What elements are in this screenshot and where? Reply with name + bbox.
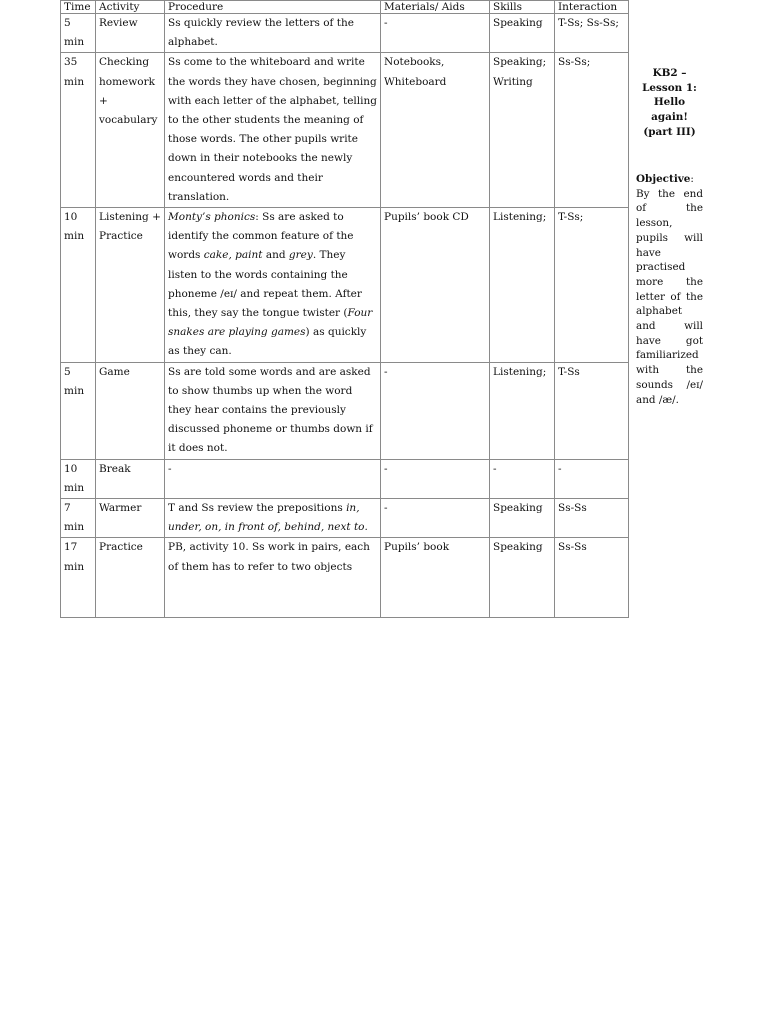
- procedure-text: T and Ss review the prepositions: [168, 502, 347, 515]
- cell-activity: Checking homework + vocabulary: [96, 53, 165, 208]
- cell-materials: -: [381, 459, 490, 498]
- cell-procedure: [165, 538, 381, 618]
- cell-procedure: [165, 499, 381, 538]
- cell-skills: Speaking: [490, 538, 555, 618]
- cell-materials: -: [381, 14, 490, 53]
- procedure-text: ) as quickly as they can.: [168, 326, 367, 358]
- procedure-text: . They listen to the words containing the phoneme /eɪ/ and repeat them. After this, they say the tongue twister (: [168, 249, 362, 320]
- cell-materials: Pupils’ book: [381, 538, 490, 618]
- procedure-text: Ss come to the whiteboard and write the words they have chosen, beginning with each letter of the alphabet, telling to the other students the meaning of those words. The other pupils write down in their notebooks the newly encountered words and their translation.: [168, 56, 377, 203]
- cell-time: 7 min: [61, 499, 96, 538]
- objective-text: : By the end of the lesson, pupils will have practised more the letter of the alphabet and will have got familiarized with the sounds /eɪ/ and /æ/.: [636, 173, 703, 406]
- header-activity: Activity: [96, 1, 165, 14]
- procedure-text: : Ss are asked to identify the common feature of the words: [168, 211, 354, 262]
- cell-activity: Practice: [96, 538, 165, 618]
- cell-activity: Break: [96, 459, 165, 498]
- table-row: [61, 538, 629, 618]
- cell-interaction: Ss-Ss: [555, 499, 629, 538]
- cell-activity: Listening + Practice: [96, 208, 165, 363]
- cell-time: 5 min: [61, 14, 96, 53]
- procedure-italic: grey: [288, 249, 313, 262]
- cell-procedure: [165, 14, 381, 53]
- objective-label: Objective: [636, 173, 691, 185]
- lesson-objective: [636, 172, 703, 407]
- header-time: Time: [61, 1, 96, 14]
- cell-activity: Game: [96, 362, 165, 459]
- table-row: [61, 208, 629, 363]
- cell-interaction: T-Ss;: [555, 208, 629, 363]
- procedure-italic: cake, paint: [203, 249, 263, 262]
- header-skills: Skills: [490, 1, 555, 14]
- table-header-row: [61, 1, 629, 14]
- cell-materials: Pupils’ book CD: [381, 208, 490, 363]
- table-row: [61, 362, 629, 459]
- cell-time: 17 min: [61, 538, 96, 618]
- cell-interaction: Ss-Ss: [555, 538, 629, 618]
- cell-activity: Review: [96, 14, 165, 53]
- cell-procedure: [165, 208, 381, 363]
- procedure-italic: Monty’s phonics: [168, 211, 256, 224]
- lesson-plan-table: [60, 0, 629, 618]
- cell-materials: -: [381, 499, 490, 538]
- cell-time: 10 min: [61, 459, 96, 498]
- cell-procedure: [165, 53, 381, 208]
- cell-skills: Speaking: [490, 14, 555, 53]
- cell-skills: Listening;: [490, 362, 555, 459]
- cell-time: 35 min: [61, 53, 96, 208]
- procedure-text: Ss are told some words and are asked to show thumbs up when the word they hear contains the previously discussed phoneme or thumbs down if it does not.: [168, 365, 373, 455]
- cell-materials: -: [381, 362, 490, 459]
- cell-time: 10 min: [61, 208, 96, 363]
- table-row: [61, 14, 629, 53]
- table-row: [61, 499, 629, 538]
- cell-skills: Speaking; Writing: [490, 53, 555, 208]
- procedure-text: and: [262, 249, 289, 262]
- table-row: [61, 459, 629, 498]
- cell-activity: Warmer: [96, 499, 165, 538]
- cell-interaction: -: [555, 459, 629, 498]
- cell-skills: Listening;: [490, 208, 555, 363]
- header-interaction: Interaction: [555, 1, 629, 14]
- procedure-text: .: [364, 521, 368, 534]
- cell-materials: Notebooks, Whiteboard: [381, 53, 490, 208]
- table-row: [61, 53, 629, 208]
- cell-time: 5 min: [61, 362, 96, 459]
- procedure-text: PB, activity 10. Ss work in pairs, each of them has to refer to two objects: [168, 541, 370, 573]
- lesson-title: KB2 – Lesson 1: Hello again! (part III): [642, 67, 697, 138]
- procedure-italic: in, under, on, in front of, behind, next to: [168, 502, 365, 534]
- cell-skills: -: [490, 459, 555, 498]
- cell-interaction: Ss-Ss;: [555, 53, 629, 208]
- header-procedure: Procedure: [165, 1, 381, 14]
- cell-procedure: [165, 362, 381, 459]
- cell-procedure: [165, 459, 381, 498]
- procedure-text: Ss quickly review the letters of the alphabet.: [168, 17, 354, 49]
- procedure-italic: Four snakes are playing games: [168, 307, 373, 339]
- cell-interaction: T-Ss; Ss-Ss;: [555, 14, 629, 53]
- cell-interaction: T-Ss: [555, 362, 629, 459]
- cell-skills: Speaking: [490, 499, 555, 538]
- header-materials: Materials/ Aids: [381, 1, 490, 14]
- procedure-text: -: [168, 462, 172, 475]
